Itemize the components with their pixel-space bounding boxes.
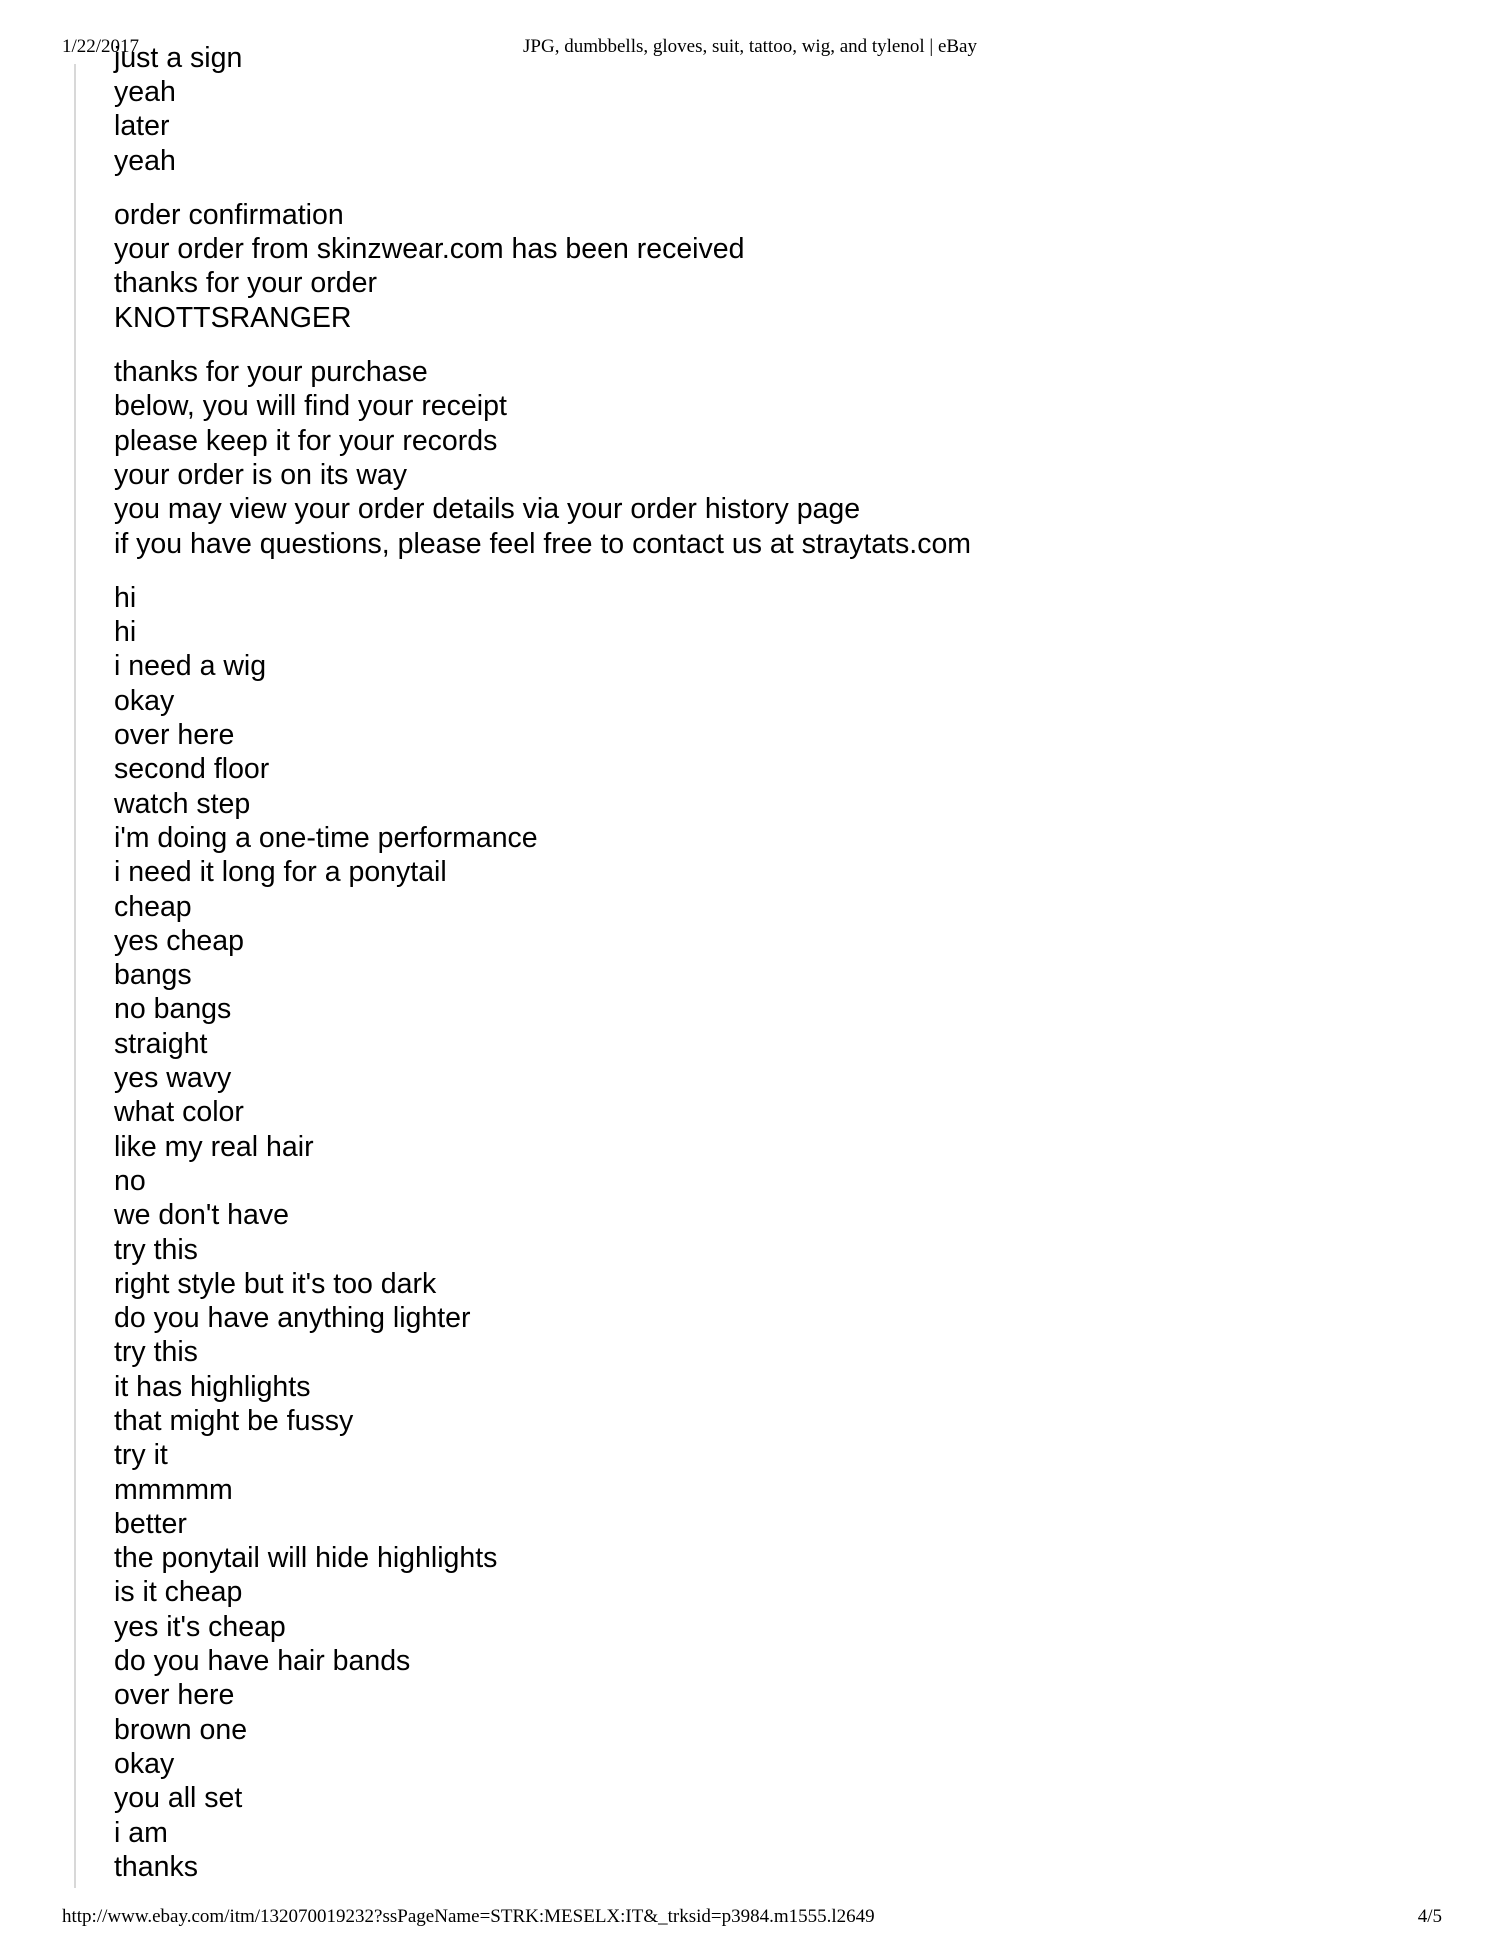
text-line: that might be fussy — [114, 1404, 354, 1437]
text-line: yes cheap — [114, 924, 244, 957]
text-line: your order from skinzwear.com has been received — [114, 233, 745, 266]
text-block-3 — [114, 355, 1444, 561]
text-line: right style but it's too dark — [114, 1267, 437, 1300]
text-line: do you have anything lighter — [114, 1302, 471, 1335]
text-line: is it cheap — [114, 1576, 243, 1609]
text-line: yes wavy — [114, 1062, 232, 1095]
text-line: thanks for your order — [114, 267, 377, 300]
text-line: try this — [114, 1233, 198, 1266]
text-line: i am — [114, 1816, 168, 1849]
text-line: i need it long for a ponytail — [114, 856, 447, 889]
text-line: better — [114, 1507, 187, 1540]
text-line: hi — [114, 581, 137, 614]
text-line: below, you will find your receipt — [114, 390, 507, 423]
text-line: i'm doing a one-time performance — [114, 821, 538, 854]
text-line: thanks for your purchase — [114, 356, 428, 389]
text-line: over here — [114, 1679, 235, 1712]
text-line: yeah — [114, 144, 176, 177]
text-line: okay — [114, 684, 175, 717]
text-line: if you have questions, please feel free to contact us at straytats.com — [114, 527, 972, 560]
text-line: it has highlights — [114, 1370, 311, 1403]
text-line: mmmmm — [114, 1473, 233, 1506]
text-line: okay — [114, 1747, 175, 1780]
text-line: the ponytail will hide highlights — [114, 1542, 498, 1575]
page-url: http://www.ebay.com/itm/132070019232?ssPageName=STRK:MESELX:IT&_trksid=p3984.m1555.l2649 — [62, 1906, 875, 1927]
text-line: i need a wig — [114, 650, 267, 683]
text-line: you all set — [114, 1782, 243, 1815]
text-line: over here — [114, 719, 235, 752]
print-footer — [0, 1906, 1500, 1932]
text-line: watch step — [114, 787, 251, 820]
text-line: straight — [114, 1027, 208, 1060]
text-line: order confirmation — [114, 198, 344, 231]
text-line: do you have hair bands — [114, 1645, 411, 1678]
text-block-1 — [114, 75, 1444, 178]
text-line: we don't have — [114, 1199, 289, 1232]
text-line: try it — [114, 1439, 168, 1472]
text-line: second floor — [114, 753, 270, 786]
text-line: your order is on its way — [114, 458, 408, 491]
cut-off-line: just a sign — [114, 41, 243, 74]
text-line: later — [114, 110, 170, 143]
text-line: no — [114, 1164, 146, 1197]
text-block-2 — [114, 198, 1444, 335]
text-line: hi — [114, 616, 137, 649]
text-line: KNOTTSRANGER — [114, 301, 352, 334]
text-line: yes it's cheap — [114, 1610, 286, 1643]
text-line: like my real hair — [114, 1130, 314, 1163]
left-rule — [74, 64, 76, 1888]
text-line: no bangs — [114, 993, 232, 1026]
text-line: you may view your order details via your order history page — [114, 493, 861, 526]
text-line: try this — [114, 1336, 198, 1369]
page-number: 4/5 — [1417, 1906, 1442, 1927]
text-line: yeah — [114, 76, 176, 108]
page-title: JPG, dumbbells, gloves, suit, tattoo, wig, and tylenol | eBay — [523, 36, 977, 57]
text-line: what color — [114, 1096, 244, 1129]
text-line: cheap — [114, 890, 192, 923]
text-line: brown one — [114, 1713, 248, 1746]
text-line: please keep it for your records — [114, 424, 498, 457]
text-block-4 — [114, 581, 1444, 1884]
text-line: bangs — [114, 959, 192, 992]
text-line: thanks — [114, 1850, 198, 1883]
print-date: 1/22/2017 — [62, 36, 140, 57]
